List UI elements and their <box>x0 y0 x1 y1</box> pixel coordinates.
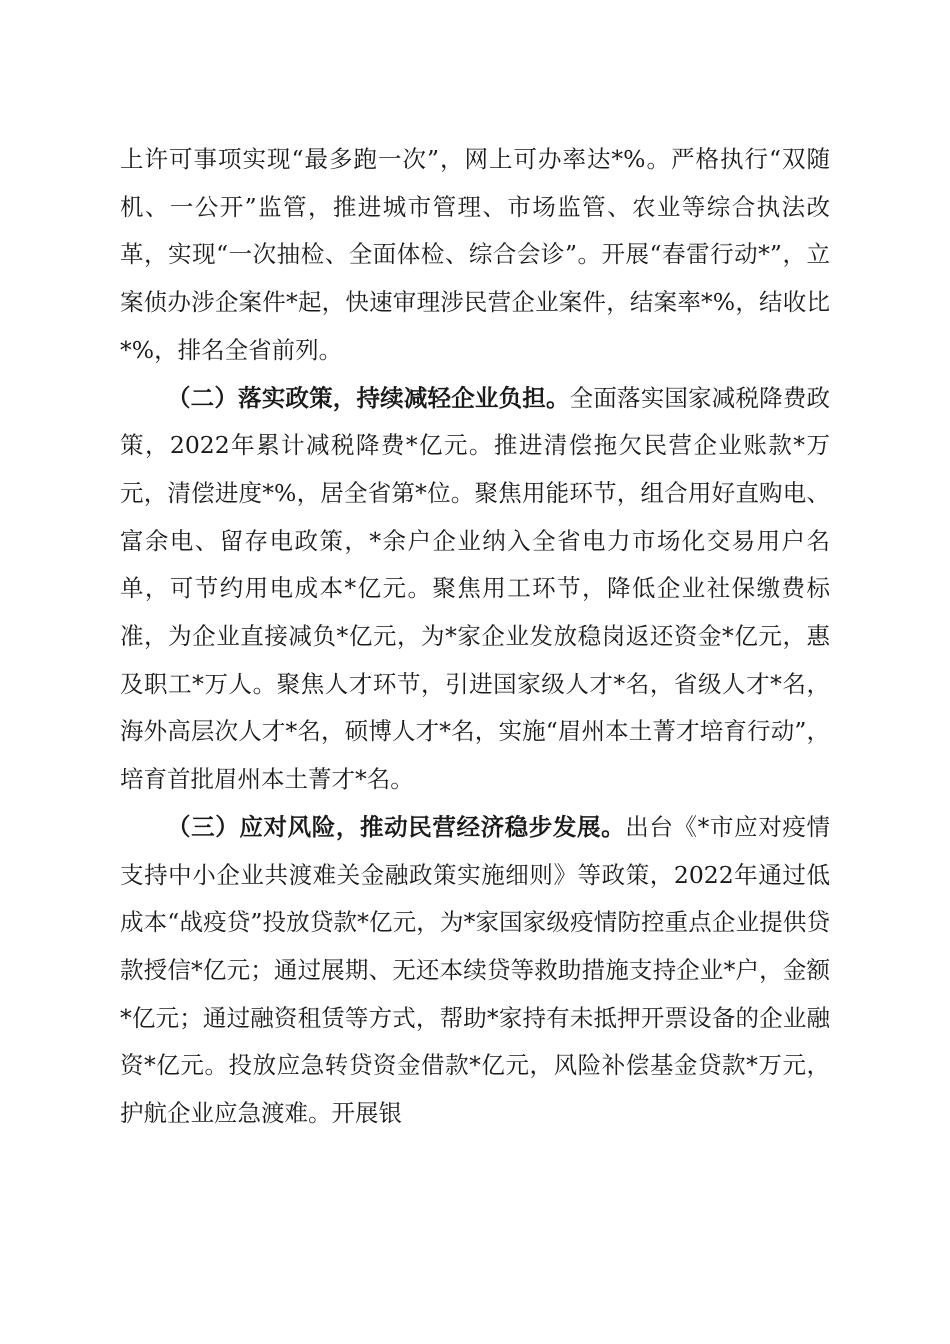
paragraph-section-3 <box>120 804 830 1138</box>
document-page <box>120 136 830 1138</box>
paragraph-text: 全面落实国家减税降费政策，2022年累计减税降费*亿元。推进清偿拖欠民营企业账款*万元，清偿进度*%，居全省第*位。聚焦用能环节，组合用好直购电、富余电、留存电政策，*余户企业纳入全省电力市场化交易用户名单，可节约用电成本*亿元。聚焦用工环节，降低企业社保缴费标准，为企业直接减负*亿元，为*家企业发放稳岗返还资金*亿元，惠及职工*万人。聚焦人才环节，引进国家级人才*名，省级人才*名，海外高层次人才*名，硕博人才*名，实施“眉州本土菁才培育行动”，培育首批眉州本土菁才*名。 <box>120 383 831 794</box>
paragraph-section-2 <box>120 375 830 804</box>
section-heading: （二）落实政策，持续减轻企业负担。 <box>167 383 570 412</box>
section-heading: （三）应对风险，推动民营经济稳步发展。 <box>167 812 626 841</box>
paragraph-text: 出台《*市应对疫情支持中小企业共渡难关金融政策实施细则》等政策，2022年通过低成本“战疫贷”投放贷款*亿元，为*家国家级疫情防控重点企业提供贷款授信*亿元；通过展期、无还本续贷等救助措施支持企业*户，金额*亿元；通过融资租赁等方式，帮助*家持有未抵押开票设备的企业融资*亿元。投放应急转贷资金借款*亿元，风险补偿基金贷款*万元，护航企业应急渡难。开展银 <box>120 812 831 1128</box>
paragraph-continuation <box>120 136 830 375</box>
paragraph-text: 上许可事项实现“最多跑一次”，网上可办率达*%。严格执行“双随机、一公开”监管，推进城市管理、市场监管、农业等综合执法改革，实现“一次抽检、全面体检、综合会诊”。开展“春雷行动*”，立案侦办涉企案件*起，快速审理涉民营企业案件，结案率*%，结收比*%，排名全省前列。 <box>120 145 830 364</box>
